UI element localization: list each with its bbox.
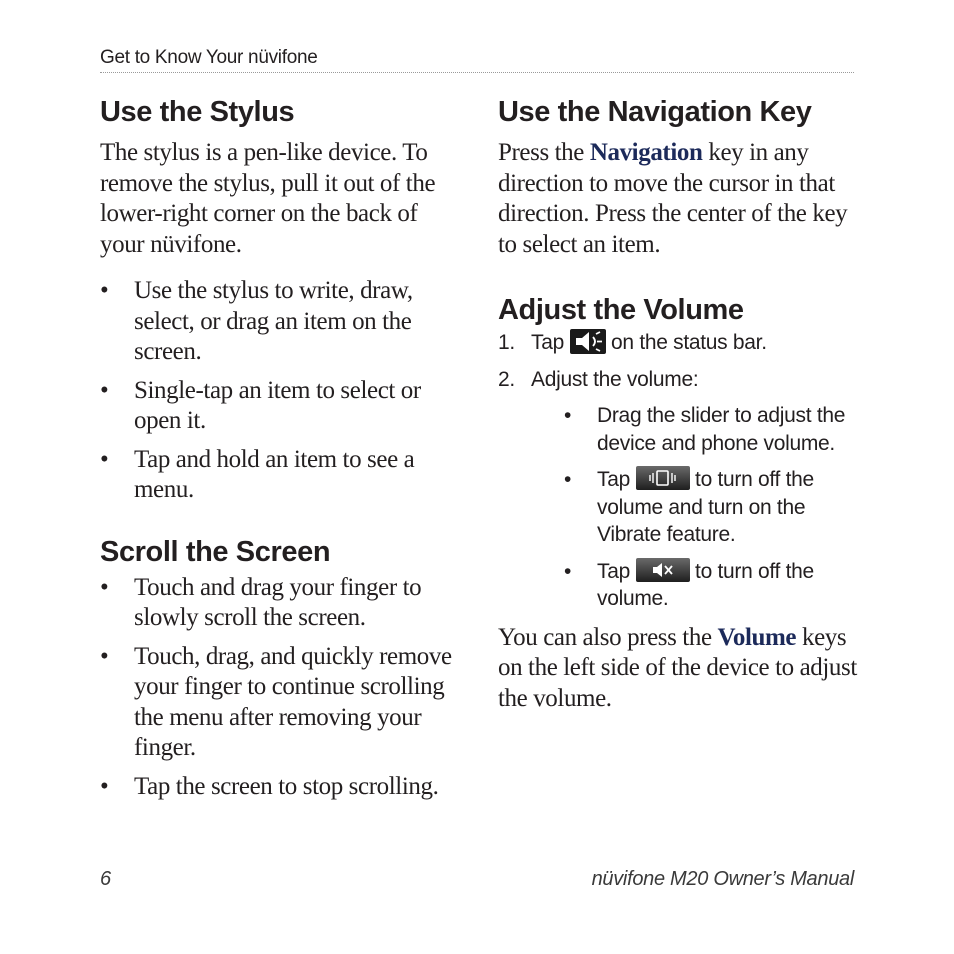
volume-steps [498, 329, 858, 613]
text-run: to turn off the volume. [597, 559, 814, 610]
scroll-bullet-list [100, 573, 465, 803]
volume-sub-list [531, 402, 858, 613]
text-run: You can also press the [498, 623, 718, 651]
list-item: • Drag the slider to adjust the device and phone volume. [564, 402, 858, 457]
navigation-paragraph [498, 138, 858, 260]
vibrate-icon [636, 466, 690, 490]
list-item [564, 466, 858, 549]
list-item [498, 329, 858, 357]
section-heading-scroll: Scroll the Screen [100, 535, 331, 568]
stylus-bullet-list [100, 276, 465, 506]
list-item: • Touch, drag, and quickly remove your finger to continue scrolling the menu after removing your finger. [100, 642, 465, 764]
text-run: Tap [531, 331, 570, 354]
step-number: 1. [498, 331, 515, 354]
list-item: • Tap and hold an item to see a menu. [100, 445, 465, 506]
list-item: • Single-tap an item to select or open it. [100, 376, 465, 437]
list-item: • Tap the screen to stop scrolling. [100, 772, 465, 803]
list-item [564, 558, 858, 613]
text-run: on the status bar. [605, 331, 767, 354]
manual-title: nüvifone M20 Owner’s Manual [591, 868, 854, 890]
stylus-intro: The stylus is a pen-like device. To remove the stylus, pull it out of the lower-right corner on the back of your nüvifone. [100, 139, 436, 258]
text-run: to turn off the volume and turn on the Vibrate feature. [597, 468, 814, 546]
section-heading-navigation-key: Use the Navigation Key [498, 96, 812, 128]
text-run: Tap [597, 559, 636, 583]
text-run: Tap [597, 468, 636, 491]
list-item: • Use the stylus to write, draw, select, or drag an item on the screen. [100, 276, 465, 368]
text-run: keys on the left side of the device to adjust the volume. [498, 623, 857, 712]
section-heading-volume: Adjust the Volume [498, 294, 744, 326]
list-item [498, 366, 858, 613]
text-run: Press the [498, 139, 590, 166]
text-run: Adjust the volume: [531, 367, 699, 391]
speaker-status-icon [570, 329, 606, 354]
left-column [100, 92, 465, 802]
right-column [498, 92, 858, 714]
navigation-key-name: Navigation [589, 139, 703, 166]
volume-keys-paragraph [498, 623, 858, 715]
volume-key-name: Volume [717, 623, 797, 651]
page-number: 6 [100, 868, 111, 890]
running-header: Get to Know Your nüvifone [100, 47, 318, 68]
step-number: 2. [498, 367, 515, 391]
text-run: key in any direction to move the cursor in that direction. Press the center of the key to select an item. [498, 139, 848, 258]
list-item: • Touch and drag your finger to slowly scroll the screen. [100, 573, 465, 634]
header-divider [100, 72, 854, 73]
mute-icon [636, 558, 690, 582]
section-heading-stylus: Use the Stylus [100, 96, 295, 128]
